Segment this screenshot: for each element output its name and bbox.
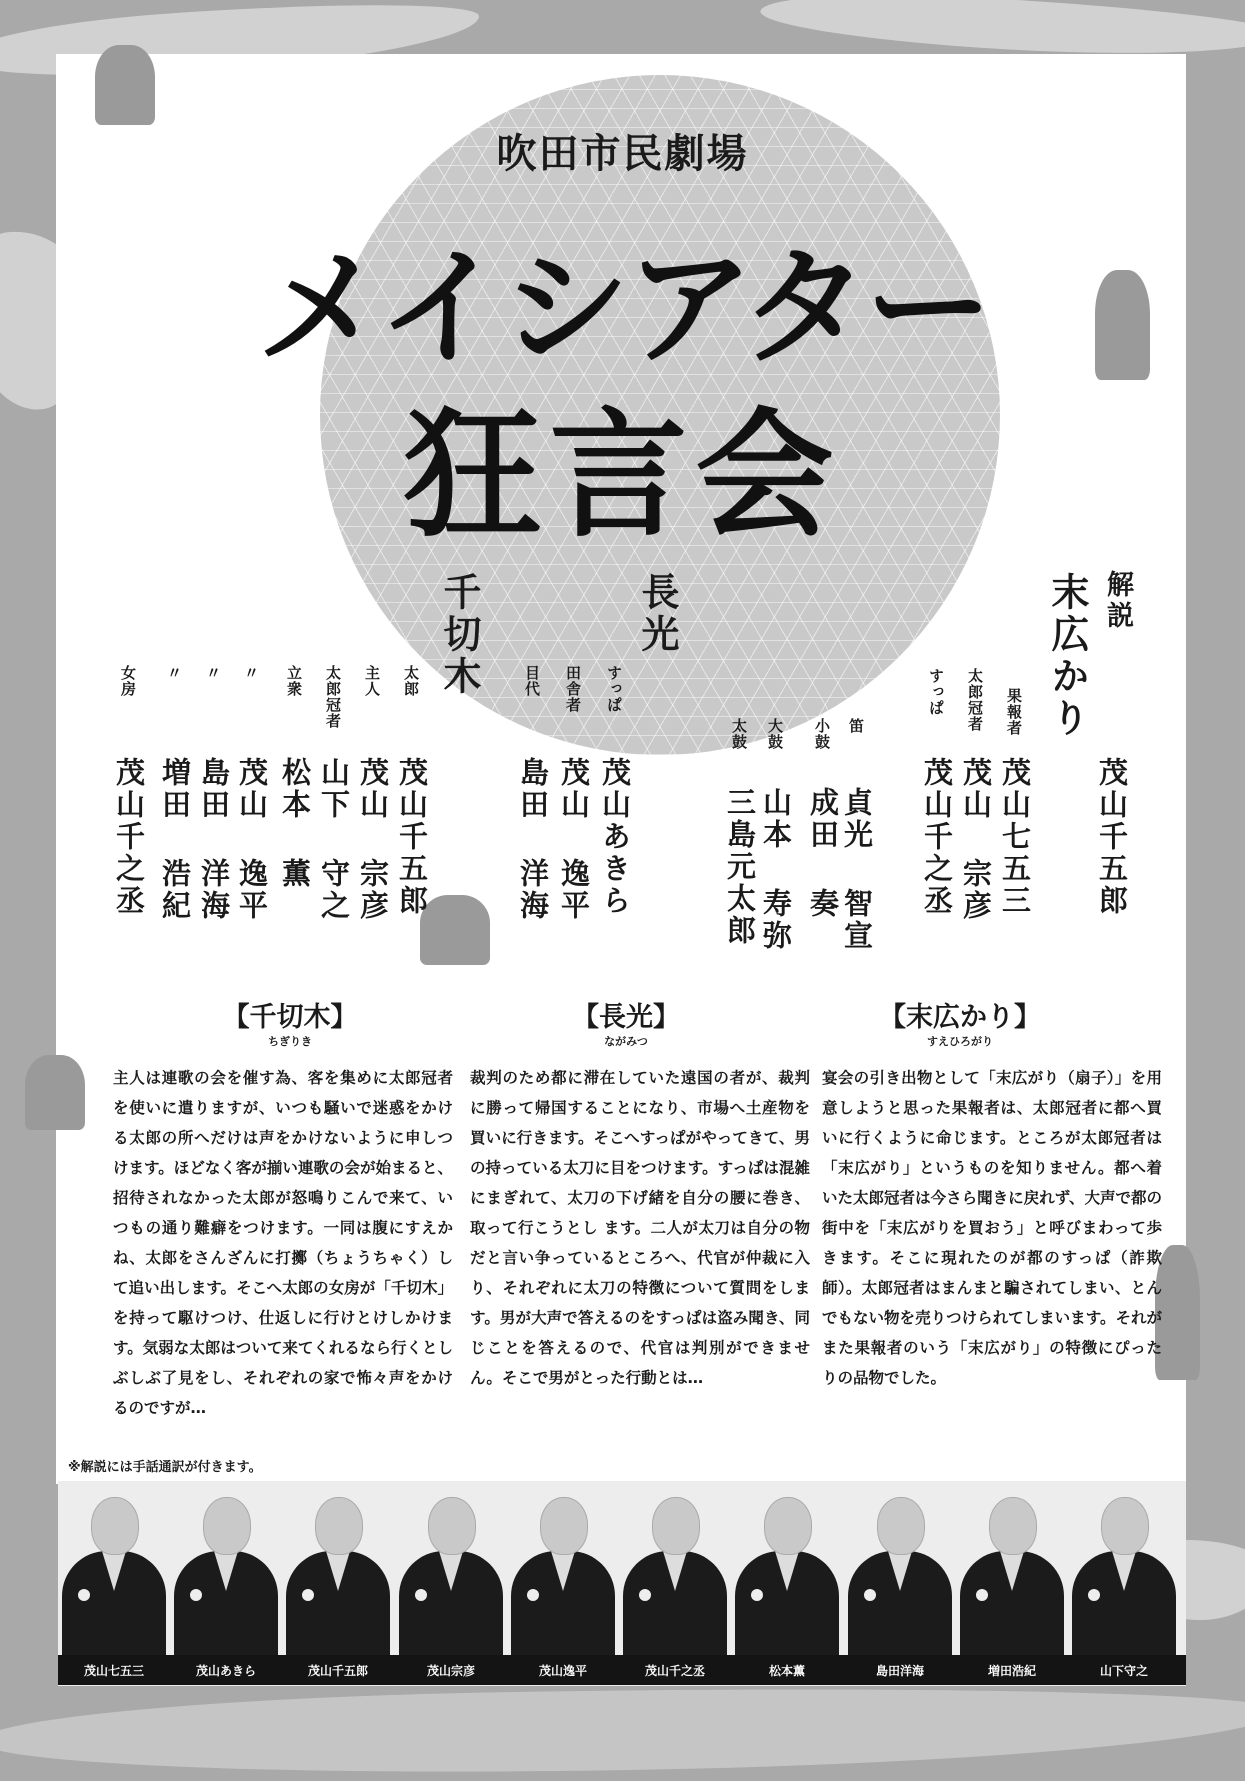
portrait-photo — [282, 1481, 394, 1656]
brush-stroke — [0, 1679, 1245, 1781]
description-ruby: すえひろがり — [927, 1035, 993, 1048]
kyogen-performer-figure — [95, 45, 155, 125]
musician-name: 三島元太郎 — [723, 787, 757, 947]
sign-language-note: ※解説には手話通訳が付きます。 — [68, 1460, 262, 1475]
portrait-photo — [619, 1481, 731, 1656]
cast-role: 〃 — [242, 665, 260, 681]
portrait-label: 茂山千五郎 — [307, 1664, 368, 1678]
cast-name: 島田 洋海 — [516, 757, 550, 922]
cast-role: 田舎者 — [564, 665, 582, 713]
cast-role: すっぱ — [605, 665, 623, 713]
portrait-photo — [844, 1481, 956, 1656]
program-title-nagamitsu: 長光 — [635, 572, 679, 656]
cast-name: 茂山 逸平 — [557, 757, 591, 922]
event-title-line1: メイシアター — [256, 234, 989, 383]
cast-role: 果報者 — [1005, 688, 1023, 736]
portrait-photo — [58, 1481, 170, 1656]
cast-role: 太郎冠者 — [966, 668, 984, 732]
event-title-line2: 狂言会 — [403, 395, 842, 556]
kyogen-performer-figure — [25, 1055, 85, 1130]
musician-role: 笛 — [847, 718, 865, 734]
portrait-photo — [395, 1481, 507, 1656]
portrait-label: 茂山千之丞 — [644, 1664, 705, 1678]
musician-role: 大鼓 — [766, 718, 784, 750]
cast-role: 太郎冠者 — [324, 665, 342, 729]
portrait-label: 島田洋海 — [875, 1664, 924, 1678]
cast-name: 島田 洋海 — [197, 757, 231, 922]
cast-name: 増田 浩紀 — [158, 757, 192, 922]
kyogen-performer-figure — [420, 895, 490, 965]
portrait-photo — [956, 1481, 1068, 1656]
description-body: 宴会の引き出物として「末広がり（扇子）」を用意しようと思った果報者は、太郎冠者に都へ買いに行くように命じます。ところが太郎冠者は「末広がり」というものを知りません。都へ着いた太郎冠者は今さら聞きに戻れず、大声で都の街中を「末広がりを買おう」と呼びまわって歩きます。そこに現れたのが都のすっぱ（詐欺師）。太郎冠者はまんまと騙されてしまい、とんでもない物を売りつけられてしまいます。それがまた果報者のいう「末広がり」の特徴にぴったりの品物でした。 — [822, 1069, 1162, 1387]
cast-role: 女房 — [119, 665, 137, 697]
cast-role: すっぱ — [927, 668, 945, 716]
portrait-photo — [1068, 1481, 1180, 1656]
cast-name: 茂山千五郎 — [395, 757, 429, 917]
theatre-name: 吹田市民劇場 — [496, 131, 749, 177]
cast-name: 茂山千之丞 — [112, 757, 146, 917]
portrait-label: 松本薫 — [768, 1664, 805, 1678]
portrait-label: 茂山あきら — [195, 1664, 256, 1678]
description-title: 【末広かり】 — [879, 1002, 1041, 1033]
cast-name: 山下 守之 — [317, 757, 351, 922]
description-body: 裁判のため都に滞在していた遠国の者が、裁判に勝って帰国することになり、市場へ土産物を買いに行きます。そこへすっぱがやってきて、男の持っている太刀に目をつけます。すっぱは混雑にまぎれて、太刀の下げ緒を自分の腰に巻き、取って行こうとし ます。二人が太刀は自分の物だと言い争っているところへ、代官が仲裁に入り、それぞれに太刀の特徴について質問をします。男が大声で答えるのをすっぱは盗み聞き、同じことを答えるので、代官は判別ができません。そこで男がとった行動とは… — [470, 1069, 810, 1387]
description-title: 【千切木】 — [222, 1002, 358, 1033]
cast-name: 茂山 逸平 — [235, 757, 269, 922]
cast-role: 〃 — [165, 665, 183, 681]
musician-name: 山本 寿弥 — [759, 787, 793, 952]
cast-name: 茂山あきら — [598, 757, 632, 917]
musician-role: 小鼓 — [813, 718, 831, 750]
cast-role: 目代 — [523, 665, 541, 697]
cast-name: 茂山 宗彦 — [356, 757, 390, 922]
portrait-label: 山下守之 — [1099, 1664, 1148, 1678]
cast-name: 茂山 宗彦 — [959, 757, 993, 922]
program-title-suehirogari: 末広かり — [1045, 572, 1089, 740]
cast-name: 松本 薫 — [278, 757, 312, 890]
portrait-label: 茂山七五三 — [83, 1664, 144, 1678]
portrait-photo — [731, 1481, 843, 1656]
cast-role: 太郎 — [402, 665, 420, 697]
portrait-photo — [170, 1481, 282, 1656]
portrait-label: 増田浩紀 — [987, 1664, 1036, 1678]
description-ruby: ちぎりき — [268, 1035, 312, 1048]
description-ruby: ながみつ — [604, 1035, 648, 1048]
cast-role: 立衆 — [285, 665, 303, 697]
musician-name: 貞光 智宣 — [840, 787, 874, 952]
kaisetsu-label: 解説 — [1102, 570, 1133, 632]
portrait-label: 茂山宗彦 — [426, 1664, 475, 1678]
cast-role: 〃 — [204, 665, 222, 681]
musician-role: 太鼓 — [730, 718, 748, 750]
program-title-chigiriki: 千切木 — [437, 572, 481, 698]
description-title: 【長光】 — [572, 1002, 680, 1033]
portrait-label: 茂山逸平 — [538, 1664, 587, 1678]
cast-name: 茂山千之丞 — [920, 757, 954, 917]
kaisetsu-name: 茂山千五郎 — [1095, 757, 1129, 917]
cast-role: 主人 — [363, 665, 381, 697]
portrait-photo — [507, 1481, 619, 1656]
musician-name: 成田 奏 — [806, 787, 840, 920]
cast-name: 茂山七五三 — [998, 757, 1032, 917]
description-body: 主人は連歌の会を催す為、客を集めに太郎冠者を使いに遣りますが、いつも騒いで迷惑をかける太郎の所へだけは声をかけないように申しつけます。ほどなく客が揃い連歌の会が始まると、招待されなかった太郎が怒鳴りこんで来て、いつもの通り難癖をつけます。一同は腹にすえかね、太郎をさんざんに打擲（ちょうちゃく）して追い出します。そこへ太郎の女房が「千切木」を持って駆けつけ、仕返しに行けとけしかけます。気弱な太郎はついて来てくれるなら行くとしぶしぶ了見をし、それぞれの家で怖々声をかけるのですが… — [113, 1069, 453, 1417]
